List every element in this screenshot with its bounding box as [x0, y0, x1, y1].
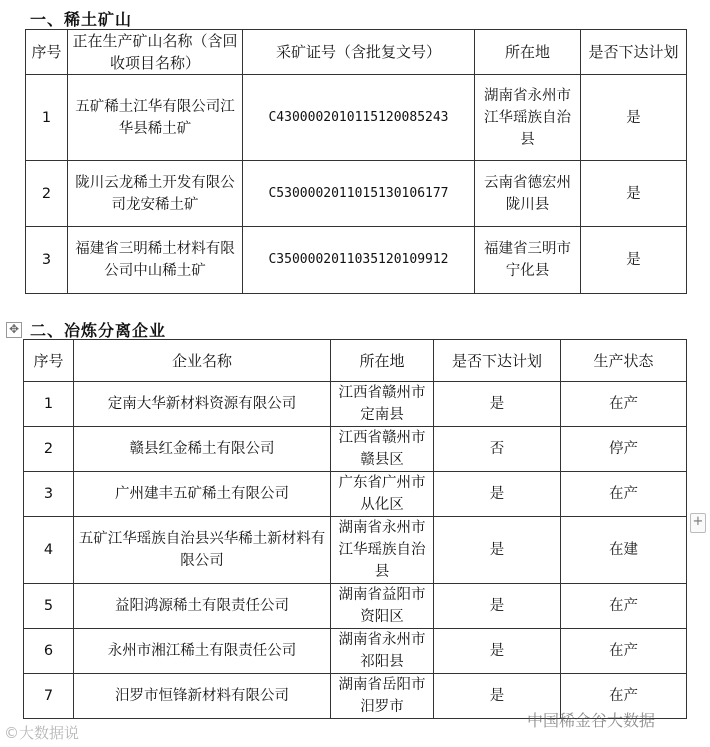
row-no: 2 [26, 161, 68, 227]
plan-issued: 是 [434, 517, 561, 584]
col-header-plan: 是否下达计划 [434, 340, 561, 382]
add-column-icon[interactable]: + [690, 513, 706, 533]
table-row [24, 517, 687, 584]
table-move-handle-icon[interactable]: ✥ [6, 322, 22, 338]
col-header-company-name: 企业名称 [74, 340, 331, 382]
mine-name: 福建省三明稀土材料有限公司中山稀土矿 [68, 227, 243, 294]
company-name: 永州市湘江稀土有限责任公司 [74, 629, 331, 674]
row-no: 6 [24, 629, 74, 674]
mine-table-header-row [26, 30, 687, 75]
plan-issued: 是 [434, 382, 561, 427]
production-status: 在产 [561, 674, 687, 719]
location: 湖南省永州市江华瑶族自治县 [331, 517, 434, 584]
plan-issued: 是 [581, 161, 687, 227]
location: 广东省广州市从化区 [331, 472, 434, 517]
row-no: 5 [24, 584, 74, 629]
location: 福建省三明市宁化县 [475, 227, 581, 294]
plan-issued: 是 [434, 674, 561, 719]
row-no: 4 [24, 517, 74, 584]
table-row [26, 161, 687, 227]
location: 湖南省益阳市资阳区 [331, 584, 434, 629]
row-no: 3 [24, 472, 74, 517]
table-row [24, 629, 687, 674]
table-row [24, 427, 687, 472]
location: 云南省德宏州陇川县 [475, 161, 581, 227]
col-header-mine-name: 正在生产矿山名称（含回收项目名称） [68, 30, 243, 75]
plan-issued: 是 [434, 584, 561, 629]
row-no: 7 [24, 674, 74, 719]
col-header-no: 序号 [26, 30, 68, 75]
row-no: 2 [24, 427, 74, 472]
watermark-right: 中国稀金谷大数据 [527, 711, 656, 730]
company-name: 定南大华新材料资源有限公司 [74, 382, 331, 427]
col-header-status: 生产状态 [561, 340, 687, 382]
watermark-left: ©大数据说 [4, 724, 80, 742]
row-no: 1 [26, 75, 68, 161]
table-row [24, 382, 687, 427]
license-number: C3500002011035120109912 [243, 227, 475, 294]
mine-name: 陇川云龙稀土开发有限公司龙安稀土矿 [68, 161, 243, 227]
col-header-plan: 是否下达计划 [581, 30, 687, 75]
company-name: 益阳鸿源稀土有限责任公司 [74, 584, 331, 629]
section-1-title: 一、稀土矿山 [30, 10, 133, 29]
col-header-location: 所在地 [331, 340, 434, 382]
company-name: 汨罗市恒锋新材料有限公司 [74, 674, 331, 719]
production-status: 在产 [561, 472, 687, 517]
plan-issued: 是 [434, 472, 561, 517]
production-status: 在产 [561, 584, 687, 629]
mine-table [25, 29, 687, 294]
location: 江西省赣州市定南县 [331, 382, 434, 427]
plan-issued: 是 [434, 629, 561, 674]
table-row [24, 584, 687, 629]
col-header-location: 所在地 [475, 30, 581, 75]
company-name: 广州建丰五矿稀土有限公司 [74, 472, 331, 517]
location: 湖南省永州市江华瑶族自治县 [475, 75, 581, 161]
license-number: C4300002010115120085243 [243, 75, 475, 161]
plan-issued: 否 [434, 427, 561, 472]
production-status: 在建 [561, 517, 687, 584]
table-row [26, 227, 687, 294]
row-no: 1 [24, 382, 74, 427]
table-row [24, 472, 687, 517]
company-name: 赣县红金稀土有限公司 [74, 427, 331, 472]
smelter-table [23, 339, 687, 719]
table-row [26, 75, 687, 161]
production-status: 在产 [561, 382, 687, 427]
production-status: 在产 [561, 629, 687, 674]
row-no: 3 [26, 227, 68, 294]
smelter-table-header-row [24, 340, 687, 382]
col-header-no: 序号 [24, 340, 74, 382]
plan-issued: 是 [581, 227, 687, 294]
production-status: 停产 [561, 427, 687, 472]
mine-name: 五矿稀土江华有限公司江华县稀土矿 [68, 75, 243, 161]
location: 湖南省岳阳市汨罗市 [331, 674, 434, 719]
section-2-title: 二、冶炼分离企业 [30, 321, 167, 340]
col-header-license: 采矿证号（含批复文号） [243, 30, 475, 75]
company-name: 五矿江华瑶族自治县兴华稀土新材料有限公司 [74, 517, 331, 584]
location: 江西省赣州市赣县区 [331, 427, 434, 472]
plan-issued: 是 [581, 75, 687, 161]
location: 湖南省永州市祁阳县 [331, 629, 434, 674]
license-number: C5300002011015130106177 [243, 161, 475, 227]
